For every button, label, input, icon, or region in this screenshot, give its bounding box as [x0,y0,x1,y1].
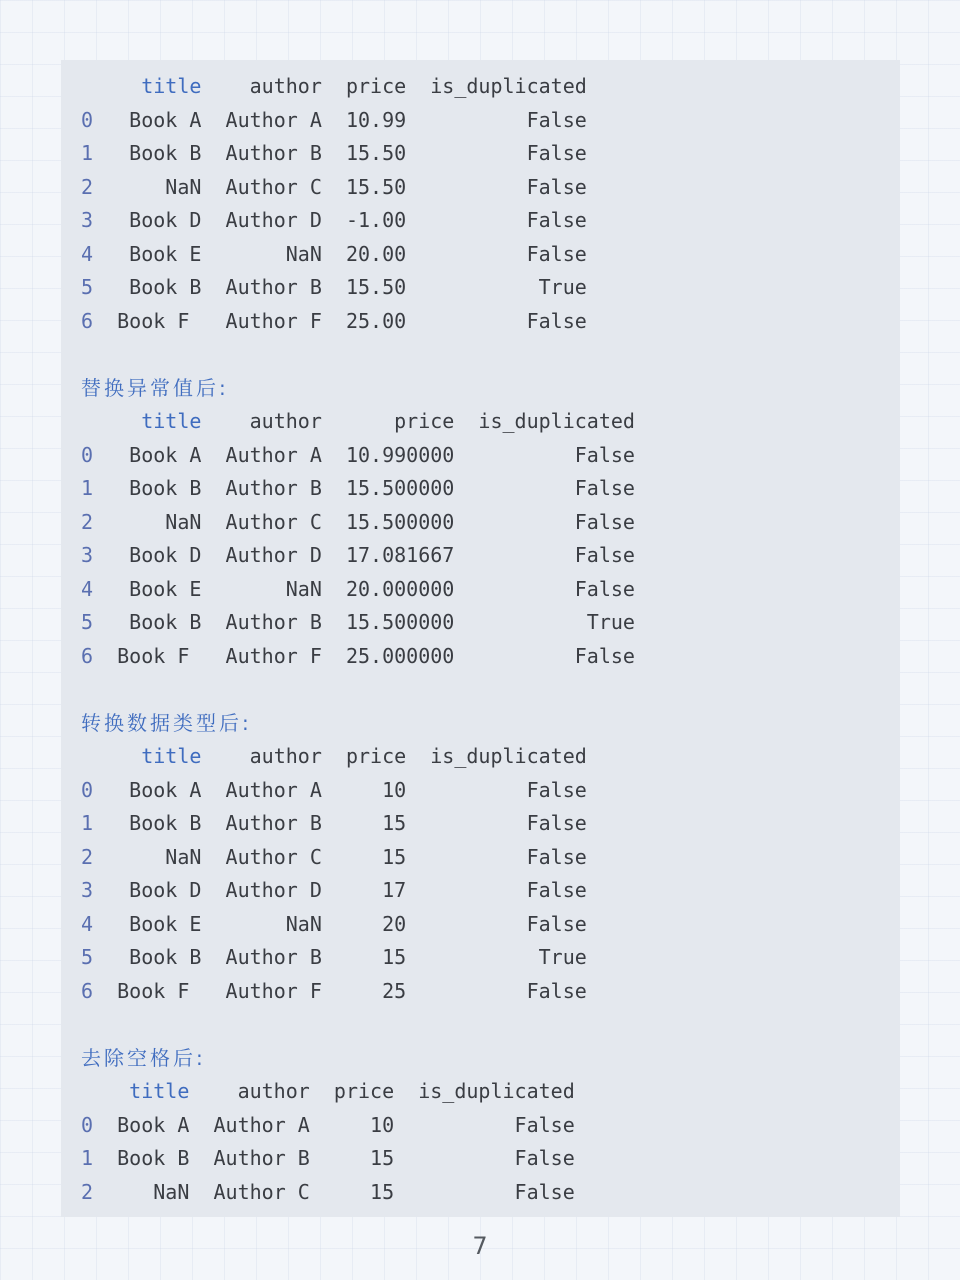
table-cell: 15.500000 [345,509,455,534]
table-cell: Author C [213,1179,310,1204]
table-header [81,1079,575,1103]
table-cell: Book A [117,777,202,802]
table-cell: Author B [225,811,322,835]
table-cell: 15 [345,945,407,969]
table-cell: NaN [225,911,322,936]
table-cell: Book B [117,945,202,969]
table-header [81,744,587,768]
row-index: 3 [81,543,94,567]
table-cell: 15.500000 [345,476,455,500]
row-index: 5 [81,945,94,969]
table-cell: Book E [117,576,202,601]
table-row [81,141,587,165]
table-row [81,577,635,601]
row-index: 2 [81,174,94,199]
table-cell: False [418,1146,575,1170]
table-cell: Book A [117,1112,190,1137]
table-cell: False [478,576,635,601]
table-cell: Author B [213,1146,310,1170]
table-cell: Author A [213,1112,310,1137]
row-index: 2 [81,1179,94,1204]
row-index: 0 [81,777,94,802]
table-cell: Book B [117,1146,190,1170]
table-cell: False [430,911,587,936]
table-cell: False [430,174,587,199]
table-row [81,811,587,835]
table-cell: Author F [225,643,322,668]
section-spacer [81,338,635,372]
table-cell: False [430,811,587,835]
row-index: 2 [81,509,94,534]
table-cell: 20 [345,911,407,936]
table-header [81,74,587,98]
table-cell: False [430,308,587,333]
row-index: 0 [81,107,94,132]
table-cell: Book B [117,141,202,165]
table-cell: NaN [225,576,322,601]
section-spacer [81,1008,635,1042]
column-header: price [345,74,407,98]
section-label: 去除空格后: [81,1045,206,1070]
table-row [81,543,635,567]
table-cell: 10 [333,1112,395,1137]
table-row [81,878,587,902]
table-cell: Book A [117,442,202,467]
row-index: 0 [81,1112,94,1137]
table-cell: 17 [345,878,407,902]
table-cell: Author A [225,107,322,132]
column-header: title [141,409,202,433]
column-header: is_duplicated [430,74,587,98]
table-cell: 15.50 [345,275,407,299]
table-cell: 15 [345,844,407,869]
row-index: 1 [81,811,94,835]
table-row [81,108,587,132]
table-row [81,309,587,333]
row-index: 5 [81,275,94,299]
table-cell: NaN [117,844,202,869]
table-cell: NaN [117,174,202,199]
row-index: 1 [81,141,94,165]
row-index: 4 [81,241,94,266]
table-cell: Author B [225,275,322,299]
table-cell: Book B [117,811,202,835]
table-cell: Author C [225,509,322,534]
table-cell: False [430,107,587,132]
table-cell: Author F [225,308,322,333]
table-cell: 15 [333,1179,395,1204]
column-header: author [249,409,322,433]
table-cell: 25 [345,978,407,1003]
table-cell: 10.990000 [345,442,455,467]
table-cell: Book F [117,308,202,333]
row-index: 2 [81,844,94,869]
table-row [81,1146,575,1170]
row-index: 1 [81,1146,94,1170]
table-row [81,845,587,869]
column-header: author [249,74,322,98]
table-cell: Author A [225,442,322,467]
table-cell: NaN [117,1179,190,1204]
table-cell: Author B [225,141,322,165]
table-row [81,443,635,467]
table-cell: False [430,978,587,1003]
column-header: author [249,744,322,768]
table-cell: 25.00 [345,308,407,333]
table-cell: False [478,476,635,500]
table-cell: False [478,442,635,467]
row-index: 4 [81,576,94,601]
table-cell: Book B [117,610,202,634]
column-header: title [129,1079,190,1103]
table-cell: 15.50 [345,174,407,199]
dataframe-table [81,1075,635,1209]
table-cell: Author D [225,543,322,567]
table-row [81,275,587,299]
table-cell: True [430,275,587,299]
table-cell: Author B [225,476,322,500]
table-cell: Author B [225,945,322,969]
row-index: 5 [81,610,94,634]
table-cell: 15.50 [345,141,407,165]
dataframe-table [81,740,635,1008]
table-cell: Author C [225,174,322,199]
table-row [81,912,587,936]
table-cell: 10.99 [345,107,407,132]
table-cell: NaN [117,509,202,534]
column-header: author [237,1079,310,1103]
row-index: 6 [81,308,94,333]
column-header: is_duplicated [430,744,587,768]
table-cell: NaN [225,241,322,266]
table-cell: 20.00 [345,241,407,266]
table-cell: 15.500000 [345,610,455,634]
row-index: 6 [81,978,94,1003]
table-cell: False [430,241,587,266]
table-cell: Book D [117,208,202,232]
table-row [81,778,587,802]
table-cell: Author D [225,878,322,902]
table-cell: Author A [225,777,322,802]
table-row [81,476,635,500]
table-row [81,175,587,199]
row-index: 0 [81,442,94,467]
table-cell: Book A [117,107,202,132]
column-header: price [345,744,407,768]
row-index: 4 [81,911,94,936]
section-label: 替换异常值后: [81,375,229,400]
section-label: 转换数据类型后: [81,710,252,735]
table-cell: False [430,844,587,869]
table-cell: Book F [117,978,202,1003]
table-row [81,945,587,969]
table-cell: False [430,208,587,232]
table-cell: 20.000000 [345,576,455,601]
section-spacer [81,673,635,707]
table-cell: Book B [117,275,202,299]
dataframe-table [81,405,635,673]
table-cell: 17.081667 [345,543,455,567]
table-row [81,208,587,232]
table-cell: False [430,141,587,165]
dataframe-output [81,70,635,1209]
row-index: 3 [81,208,94,232]
table-cell: Author C [225,844,322,869]
column-header: title [141,744,202,768]
table-cell: 10 [345,777,407,802]
row-index: 3 [81,878,94,902]
table-row [81,510,635,534]
table-cell: Book E [117,911,202,936]
table-cell: Book B [117,476,202,500]
page-number: 7 [472,1232,488,1260]
table-cell: False [478,543,635,567]
column-header: price [394,409,455,433]
table-cell: False [430,878,587,902]
row-index: 6 [81,643,94,668]
table-cell: 15 [345,811,407,835]
table-cell: Author F [225,978,322,1003]
table-cell: True [478,610,635,634]
table-row [81,1113,575,1137]
table-cell: True [430,945,587,969]
table-cell: False [418,1112,575,1137]
table-cell: Book D [117,878,202,902]
table-header [81,409,635,433]
table-cell: False [430,777,587,802]
column-header: title [141,74,202,98]
table-cell: Book D [117,543,202,567]
table-cell: False [478,509,635,534]
column-header: price [333,1079,395,1103]
table-cell: False [418,1179,575,1204]
table-cell: 15 [333,1146,395,1170]
table-cell: Author B [225,610,322,634]
table-cell: -1.00 [345,208,407,232]
table-row [81,242,587,266]
row-index: 1 [81,476,94,500]
table-row [81,979,587,1003]
table-row [81,644,635,668]
table-row [81,1180,575,1204]
table-cell: False [478,643,635,668]
table-cell: Book E [117,241,202,266]
table-cell: Book F [117,643,202,668]
column-header: is_duplicated [478,409,635,433]
table-cell: Author D [225,208,322,232]
dataframe-table [81,70,635,338]
table-cell: 25.000000 [345,643,455,668]
table-row [81,610,635,634]
column-header: is_duplicated [418,1079,575,1103]
